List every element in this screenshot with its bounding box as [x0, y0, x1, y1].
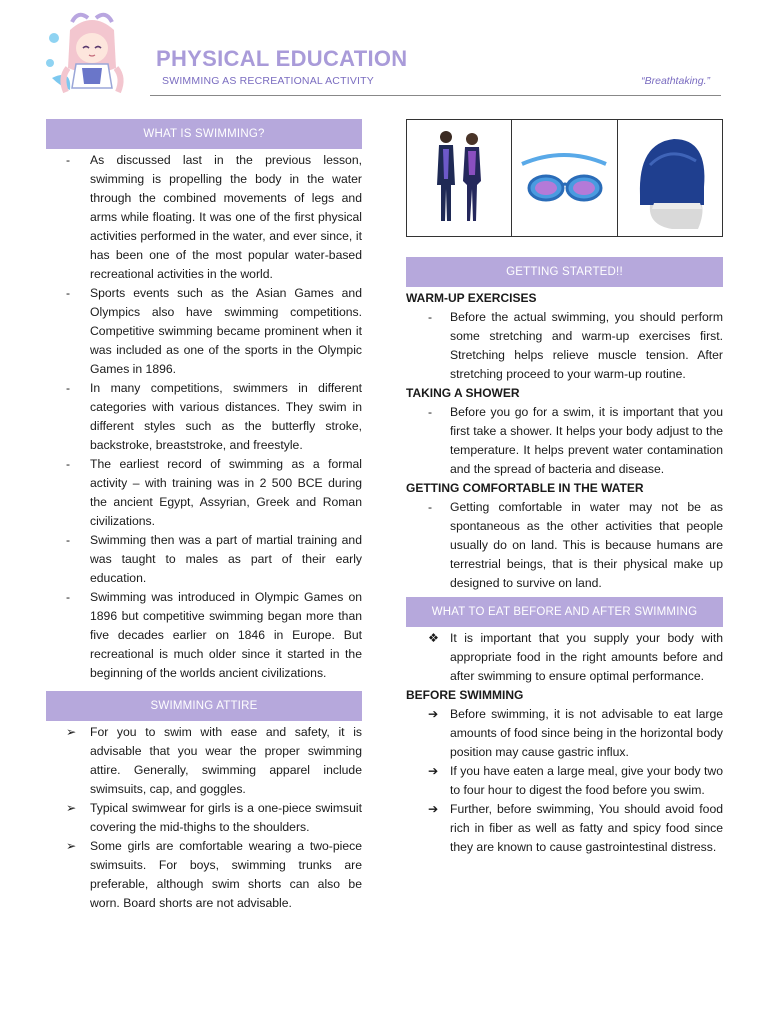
page-subtitle: SWIMMING AS RECREATIONAL ACTIVITY — [162, 75, 374, 87]
list-item: ➔ Before swimming, it is not advisable to eat large amounts of food since being in the horizontal body position may cause gastric influx. — [428, 707, 723, 759]
header-divider — [150, 95, 721, 96]
list-item: ➢ Typical swimwear for girls is a one-piece swimsuit covering the mid-thighs to the shoulders. — [66, 801, 362, 834]
list-item: ➢ Some girls are comfortable wearing a two-piece swimsuits. For boys, swimming trunks are preferable, although swim shorts can also be worn. Board shorts are not advisable. — [66, 839, 362, 910]
before-swimming-list — [406, 705, 723, 857]
header-quote: “Breathtaking.” — [641, 75, 710, 87]
list-item: ❖ It is important that you supply your body with appropriate food in the right amounts before and after swimming to ensure optimal performance. — [428, 631, 723, 683]
shower-list — [406, 403, 723, 479]
list-item: ➔ If you have eaten a large meal, give your body two to four hour to digest the food before you swim. — [428, 764, 723, 797]
section-banner-what-to-eat: WHAT TO EAT BEFORE AND AFTER SWIMMING — [406, 597, 723, 627]
left-column — [46, 119, 362, 913]
subheading-taking-shower: TAKING A SHOWER — [406, 386, 520, 400]
list-item: ➢ For you to swim with ease and safety, it is advisable that you wear the proper swimming attire. Generally, swimming apparel include swimsuits, cap, and goggles. — [66, 725, 362, 796]
subheading-comfortable-in-water: GETTING COMFORTABLE IN THE WATER — [406, 481, 644, 495]
list-item: - As discussed last in the previous lesson, swimming is propelling the body in the water through the combined movements of legs and arms while floating. It was one of the first physical activities performed in the water, and ever since, it has been one of the most popular water-based recreational activities in the world. — [66, 153, 362, 281]
warm-up-list — [406, 308, 723, 384]
list-item: - Getting comfortable in water may not be as spontaneous as the other activities that people usually do on land. This is because humans are terrestrial beings, that is their physical make up designed to survive on land. — [428, 500, 723, 590]
list-item: - Before you go for a swim, it is important that you first take a shower. It helps your body adjust to the temperature. It helps prevent water contamination and the spread of bacteria and disease. — [428, 405, 723, 476]
subheading-warm-up: WARM-UP EXERCISES — [406, 291, 537, 305]
list-item: ➔ Further, before swimming, You should avoid food rich in fiber as well as fatty and spicy food since they are known to cause gastrointestinal distress. — [428, 802, 723, 854]
what-is-swimming-list — [46, 151, 362, 683]
swimmers-photo — [407, 120, 512, 236]
list-item: - Swimming then was a part of martial training and was taught to males as part of their early education. — [66, 533, 362, 585]
eat-intro-list — [406, 629, 723, 686]
list-item: - In many competitions, swimmers in different categories with various distances. They swim in different styles such as the butterfly stroke, backstroke, breaststroke, and freestyle. — [66, 381, 362, 452]
goggles-photo — [512, 120, 617, 236]
section-banner-getting-started: GETTING STARTED!! — [406, 257, 723, 287]
subheading-before-swimming: BEFORE SWIMMING — [406, 688, 524, 702]
page-title: PHYSICAL EDUCATION — [156, 46, 408, 71]
anime-mascot-image — [42, 8, 142, 96]
list-item: - Swimming was introduced in Olympic Games on 1896 but competitive swimming began more than five decades earlier on 1846 in Europe. But recreational is much older since it started in the beginning of the worlds ancient civilizations. — [66, 590, 362, 680]
section-banner-swimming-attire: SWIMMING ATTIRE — [46, 691, 362, 721]
swim-cap-photo — [618, 120, 722, 236]
comfort-list — [406, 498, 723, 593]
swimming-attire-list — [46, 723, 362, 913]
list-item: - The earliest record of swimming as a formal activity – with training was in 2 500 BCE during the ancient Egypt, Assyrian, Greek and Roman civilizations. — [66, 457, 362, 528]
right-column — [406, 119, 723, 857]
list-item: - Before the actual swimming, you should perform some stretching and warm-up exercises first. Stretching helps relieve muscle tension. After stretching proceed to your warm-up routine. — [428, 310, 723, 381]
swim-gear-photo-strip — [406, 119, 723, 237]
list-item: - Sports events such as the Asian Games and Olympics also have swimming competitions. Competitive swimming became prominent when it was included as one of the sports in the Olympic Games in 1896. — [66, 286, 362, 376]
section-banner-what-is-swimming: WHAT IS SWIMMING? — [46, 119, 362, 149]
